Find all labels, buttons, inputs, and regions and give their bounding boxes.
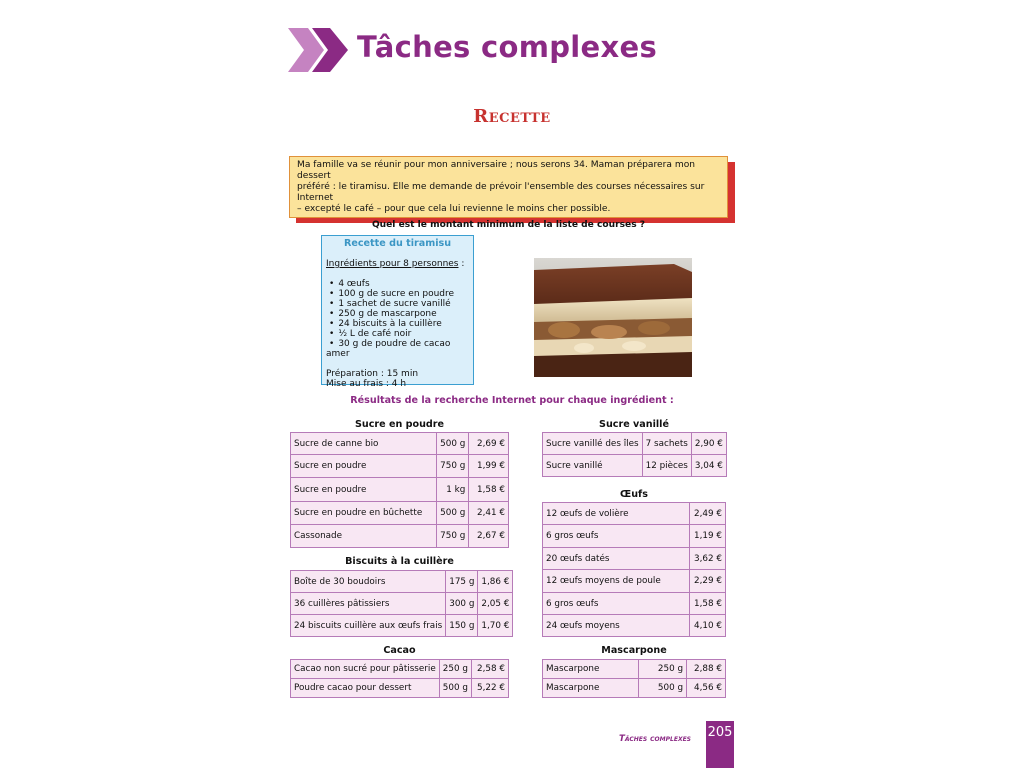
price-cell: 1,58 € <box>469 478 509 502</box>
price-table-sucre-vanille <box>542 432 727 477</box>
price-cell: 2,29 € <box>690 570 726 593</box>
recipe-subtitle-colon: : <box>458 259 465 269</box>
table-row <box>291 571 513 593</box>
quantity-cell: 500 g <box>439 679 471 698</box>
page-number: 205 <box>707 725 733 740</box>
chevrons-icon <box>288 28 350 72</box>
price-cell: 2,49 € <box>690 503 726 525</box>
recipe-subtitle-text: Ingrédients pour 8 personnes <box>326 259 459 269</box>
product-name-cell: Poudre cacao pour dessert <box>291 679 440 698</box>
price-cell: 4,10 € <box>690 615 726 637</box>
section-title-mascarpone: Mascarpone <box>601 645 667 656</box>
recipe-box <box>321 235 474 389</box>
quantity-cell: 500 g <box>437 433 469 455</box>
task-text-line: préféré : le tiramisu. Elle me demande de prévoir l'ensemble des courses nécessaires sur Internet <box>297 182 705 203</box>
price-cell: 2,67 € <box>469 525 509 548</box>
product-name-cell: 12 œufs de volière <box>543 503 690 525</box>
price-table-biscuits <box>290 570 513 637</box>
price-cell: 3,62 € <box>690 548 726 570</box>
table-row <box>543 660 726 679</box>
product-name-cell: Sucre vanillé des îles <box>543 433 643 455</box>
quantity-cell: 150 g <box>446 615 478 637</box>
table-row <box>291 525 509 548</box>
price-cell: 1,70 € <box>478 615 513 637</box>
section-title-sucre-en-poudre: Sucre en poudre <box>354 419 445 430</box>
quantity-cell: 300 g <box>446 593 478 615</box>
price-table-cacao <box>290 659 509 698</box>
quantity-cell: 750 g <box>437 455 469 478</box>
quantity-cell: 500 g <box>437 502 469 525</box>
table-row <box>543 570 726 593</box>
product-name-cell: 12 œufs moyens de poule <box>543 570 690 593</box>
task-question: Quel est le montant minimum de la liste de courses ? <box>371 220 646 230</box>
section-title-oeufs: Œufs <box>620 489 648 500</box>
recipe-subtitle <box>326 259 469 269</box>
table-row <box>291 679 509 698</box>
section-title-biscuits: Biscuits à la cuillère <box>345 556 454 567</box>
ingredient-item: • 30 g de poudre de cacao amer <box>326 339 469 359</box>
product-name-cell: Mascarpone <box>543 679 639 698</box>
product-name-cell: Sucre vanillé <box>543 455 643 477</box>
product-name-cell: 36 cuillères pâtissiers <box>291 593 446 615</box>
table-row <box>543 615 726 637</box>
product-name-cell: 24 œufs moyens <box>543 615 690 637</box>
ingredient-item: • 1 sachet de sucre vanillé <box>326 299 469 309</box>
product-name-cell: 6 gros œufs <box>543 525 690 548</box>
product-name-cell: Sucre en poudre <box>291 478 437 502</box>
product-name-cell: Sucre en poudre en bûchette <box>291 502 437 525</box>
product-name-cell: Cassonade <box>291 525 437 548</box>
price-table-oeufs <box>542 502 726 637</box>
price-table-mascarpone <box>542 659 726 698</box>
table-row <box>543 679 726 698</box>
price-cell: 5,22 € <box>471 679 508 698</box>
table-row <box>543 455 727 477</box>
quantity-cell: 7 sachets <box>642 433 691 455</box>
quantity-cell: 500 g <box>639 679 687 698</box>
price-table-sucre-en-poudre <box>290 432 509 548</box>
table-row <box>291 433 509 455</box>
table-row <box>543 503 726 525</box>
price-cell: 2,69 € <box>469 433 509 455</box>
product-name-cell: Cacao non sucré pour pâtisserie <box>291 660 440 679</box>
table-row <box>291 660 509 679</box>
price-cell: 2,88 € <box>687 660 726 679</box>
quantity-cell: 12 pièces <box>642 455 691 477</box>
table-row <box>291 502 509 525</box>
quantity-cell: 250 g <box>639 660 687 679</box>
ingredient-item: • 100 g de sucre en poudre <box>326 289 469 299</box>
ingredient-item: • 4 œufs <box>326 279 469 289</box>
ingredient-item: • 250 g de mascarpone <box>326 309 469 319</box>
table-row <box>291 615 513 637</box>
product-name-cell: Sucre en poudre <box>291 455 437 478</box>
tiramisu-photo <box>534 258 692 377</box>
price-cell: 1,58 € <box>690 593 726 615</box>
recette-title: Recette <box>473 106 551 127</box>
table-row <box>291 455 509 478</box>
footer-section-label: Tâches complexes <box>619 734 691 744</box>
price-cell: 2,41 € <box>469 502 509 525</box>
task-text-line: – excepté le café – pour que cela lui revienne le moins cher possible. <box>297 204 611 214</box>
price-cell: 3,04 € <box>691 455 726 477</box>
quantity-cell: 1 kg <box>437 478 469 502</box>
price-cell: 1,86 € <box>478 571 513 593</box>
task-box <box>289 156 728 230</box>
price-cell: 1,19 € <box>690 525 726 548</box>
quantity-cell: 175 g <box>446 571 478 593</box>
product-name-cell: Boîte de 30 boudoirs <box>291 571 446 593</box>
preparation-time: Préparation : 15 min <box>326 369 419 379</box>
product-name-cell: 24 biscuits cuillère aux œufs frais <box>291 615 446 637</box>
ingredient-item: • ½ L de café noir <box>326 329 469 339</box>
results-title: Résultats de la recherche Internet pour chaque ingrédient : <box>350 395 674 406</box>
table-row <box>291 593 513 615</box>
price-cell: 2,58 € <box>471 660 508 679</box>
price-cell: 2,90 € <box>691 433 726 455</box>
product-name-cell: 6 gros œufs <box>543 593 690 615</box>
page-header-title: Tâches complexes <box>357 30 658 64</box>
table-row <box>543 433 727 455</box>
quantity-cell: 750 g <box>437 525 469 548</box>
price-cell: 1,99 € <box>469 455 509 478</box>
table-row <box>543 593 726 615</box>
table-row <box>291 478 509 502</box>
table-row <box>543 525 726 548</box>
ingredient-item: • 24 biscuits à la cuillère <box>326 319 469 329</box>
chill-time: Mise au frais : 4 h <box>326 379 407 389</box>
task-text-line: Ma famille va se réunir pour mon anniversaire ; nous serons 34. Maman préparera mon dessert <box>297 160 696 181</box>
section-title-sucre-vanille: Sucre vanillé <box>599 419 669 430</box>
price-cell: 2,05 € <box>478 593 513 615</box>
product-name-cell: Sucre de canne bio <box>291 433 437 455</box>
section-title-cacao: Cacao <box>383 645 416 656</box>
recipe-title: Recette du tiramisu <box>343 238 452 249</box>
table-row <box>543 548 726 570</box>
product-name-cell: 20 œufs datés <box>543 548 690 570</box>
product-name-cell: Mascarpone <box>543 660 639 679</box>
ingredient-list <box>326 279 469 359</box>
price-cell: 4,56 € <box>687 679 726 698</box>
quantity-cell: 250 g <box>439 660 471 679</box>
